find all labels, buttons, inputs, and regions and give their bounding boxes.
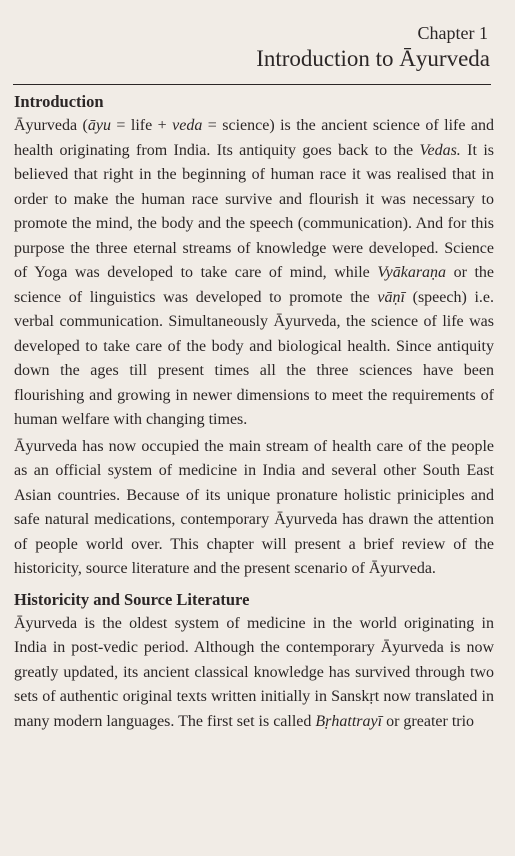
italic-term: āyu [87,117,111,134]
italic-term: Bṛhattrayī [315,712,383,730]
italic-term: Vyākaraṇa [377,264,447,281]
chapter-number: Chapter 1 [417,23,488,43]
text-run: = science) is the ancient science of life and health originating from India. Its antiquity goes back to the [14,117,494,159]
italic-term: Vedas. [419,141,461,159]
italic-term: veda [172,117,203,134]
section-heading-introduction: Introduction [14,92,104,111]
text-run: Āyurveda ( [14,117,88,134]
text-run: or greater trio [382,712,475,730]
text-run: = life + [110,117,173,134]
header-divider [13,84,491,85]
text-run: (speech) i.e. verbal communication. Simultaneously Āyurveda, the science of life was developed to take care of the body and biological health. Since antiquity down the ages till present times all the three sciences have been flourishing and growing in newer dimensions to meet the requirements of human welfare with changing times. [14,288,495,428]
section-heading-historicity: Historicity and Source Literature [14,589,250,609]
text-run: It is believed that right in the beginning of human race it was realised that in order to make the human race survive and flourish it was necessary to promote the mind, the body and the speech (communication). And for this purpose the three eternal streams of knowledge were developed. Science of Yoga was developed to take care of mind, while [14,141,494,281]
text-run: Āyurveda is the oldest system of medicine in the world originating in India in post-vedic period. Although the contemporary Āyurveda is now greatly updated, its ancient classical knowledge has survived through two sets of authentic original texts written initially in Sanskṛt now translated in many modern languages. The first set is called [14,614,494,730]
body-text [14,89,494,734]
chapter-title: Introduction to Āyurveda [256,46,490,71]
paragraph-intro-2: Āyurveda has now occupied the main stream of health care of the people as an official system of medicine in India and several other South East Asian countries. Because of its unique pronature holistic priniciples and safe natural medications, contemporary Āyurveda has drawn the attention of people world over. This chapter will present a brief review of the historicity, source literature and the present scenario of Āyurveda. [14,437,494,577]
text-run: or the science of linguistics was developed to promote the [14,264,494,306]
paragraph-intro-1 [14,114,494,433]
paragraph-historicity-1 [14,612,494,735]
italic-term: vāṇī [377,288,405,306]
